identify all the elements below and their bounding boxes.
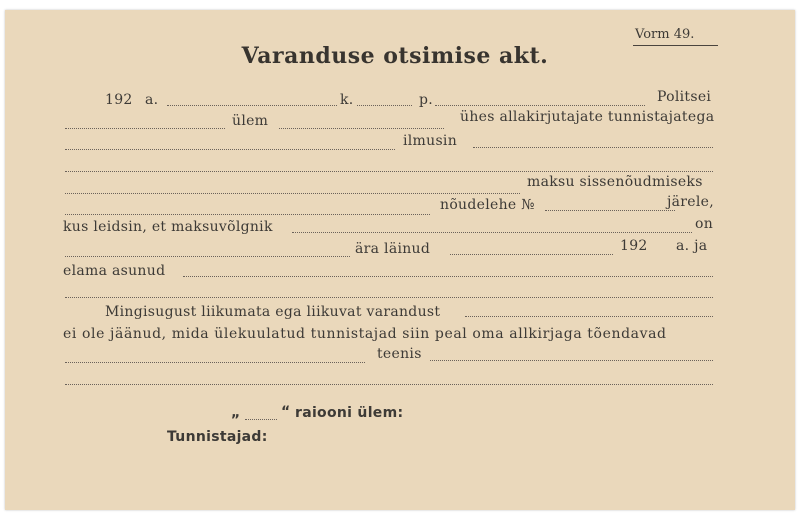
a-ja-label: a. ja [676, 238, 708, 254]
jarele-label: järele, [667, 194, 714, 210]
year-suffix-a: a. [145, 92, 159, 108]
year-prefix: 192 [105, 92, 133, 108]
property-statement-line-2: ei ole jäänud, mida ülekuulatud tunnistajad siin peal oma allkirjaga tõendavad [63, 326, 667, 342]
tax-blank[interactable] [65, 193, 520, 194]
noudeleht-label: nõudelehe № [440, 197, 535, 213]
signature-place-blank[interactable] [65, 362, 365, 363]
elama-asunud-label: elama asunud [63, 263, 166, 279]
witnesses-signature-label: Tunnistajad: [167, 429, 268, 445]
police-blank[interactable] [435, 105, 645, 106]
teenis-label: teenis [377, 346, 422, 362]
ara-lainud-label: ära läinud [355, 241, 431, 257]
demand-blank[interactable] [65, 214, 430, 215]
district-chief-label: raiooni ülem: [295, 405, 404, 421]
month-blank[interactable] [357, 105, 412, 106]
document-title: Varanduse otsimise akt. [241, 43, 549, 69]
blank-line-13[interactable] [65, 384, 713, 385]
location-blank[interactable] [65, 149, 395, 150]
kus-leidsin-label: kus leidsin, et maksuvõlgnik [63, 219, 273, 235]
year-192-label: 192 [620, 238, 648, 254]
ilmusin-label: ilmusin [403, 133, 458, 149]
form-sheet [5, 10, 795, 510]
politsei-label: Politsei [657, 89, 712, 105]
close-quote: “ [281, 404, 291, 420]
witnesses-label: ühes allakirjutajate tunnistajatega [460, 109, 715, 125]
property-blank[interactable] [465, 316, 713, 317]
date-blank[interactable] [167, 105, 337, 106]
blank-line-10[interactable] [65, 297, 713, 298]
whereabouts-blank[interactable] [65, 256, 350, 257]
residence-blank[interactable] [183, 276, 713, 277]
debtor-blank[interactable] [292, 232, 692, 233]
departure-date-blank[interactable] [450, 254, 613, 255]
blank-line-4[interactable] [65, 171, 713, 172]
district-name-blank[interactable] [245, 419, 277, 420]
month-label-k: k. [340, 92, 354, 108]
on-label: on [695, 216, 714, 232]
ulem-blank[interactable] [279, 128, 444, 129]
day-label-p: p. [419, 92, 434, 108]
open-quote: „ [231, 405, 241, 421]
ulem-name-blank[interactable] [65, 128, 225, 129]
form-number: Vorm 49. [635, 27, 695, 42]
property-statement-line-1: Mingisugust liikumata ega liikuvat varandust [105, 304, 441, 320]
ulem-label: ülem [232, 113, 269, 129]
noudeleht-number-blank[interactable] [545, 210, 675, 211]
ilmusin-blank[interactable] [473, 147, 713, 148]
teenis-blank[interactable] [430, 360, 713, 361]
maksu-label: maksu sissenõudmiseks [527, 174, 703, 190]
